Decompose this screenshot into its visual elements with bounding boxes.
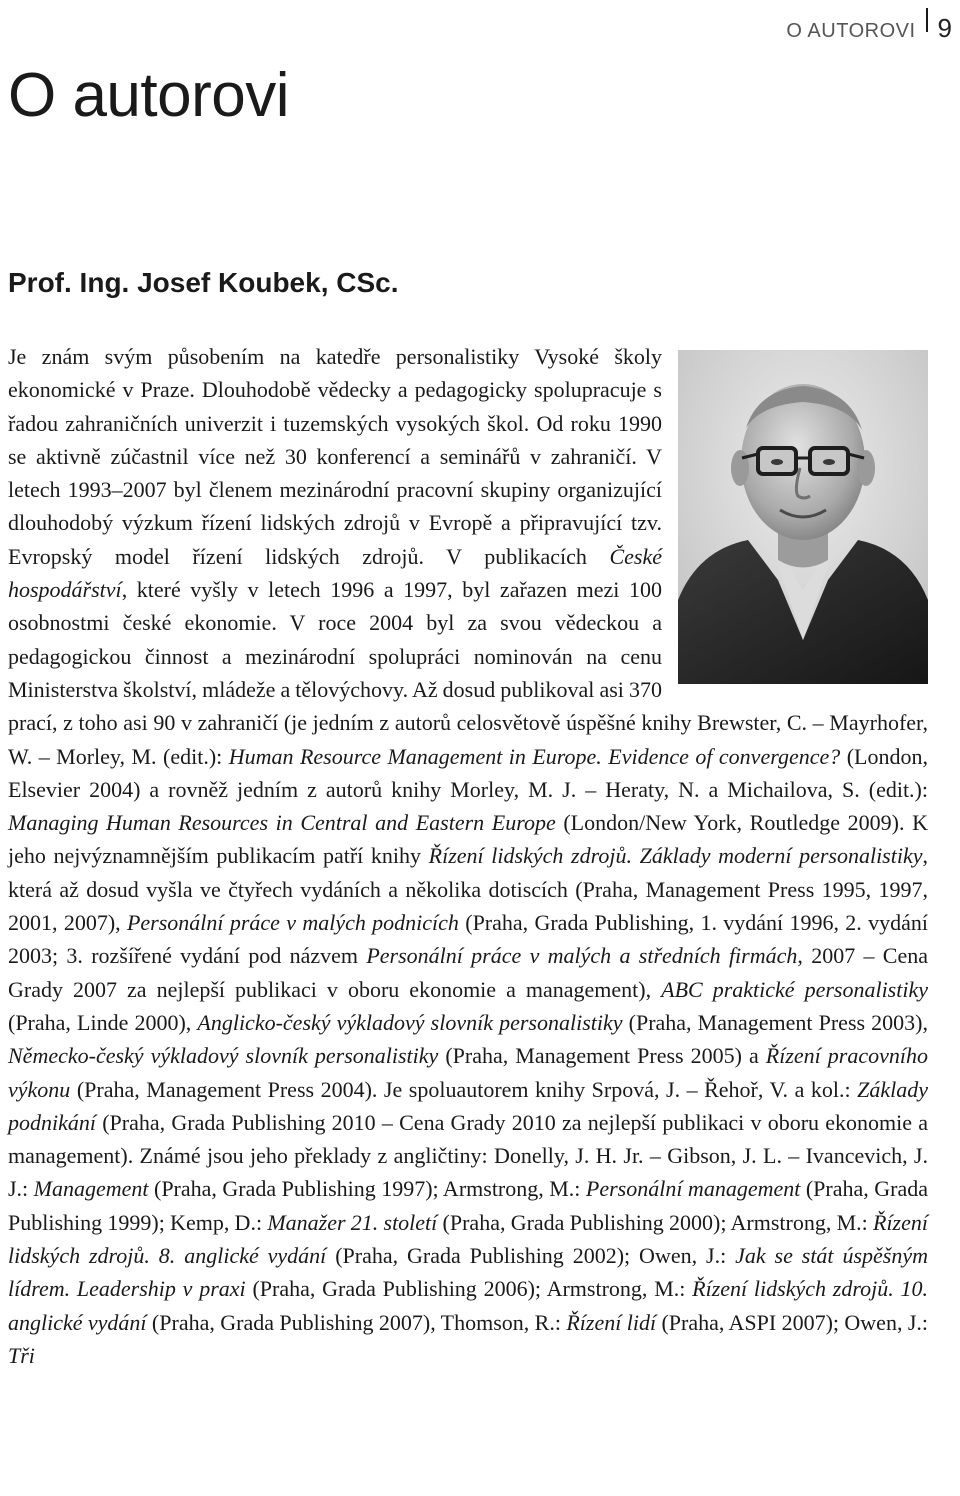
bio-text: (Praha, Grada Publishing 2007), Thomson, R.: (146, 1309, 567, 1335)
bio-title-italic: Anglicko-český výkladový slovník personalistiky (197, 1009, 623, 1035)
bio-text: (Praha, ASPI 2007); Owen, J.: (656, 1309, 929, 1335)
bio-title-italic: Německo-český výkladový slovník personalistiky (8, 1043, 439, 1069)
bio-text: (Praha, Grada Publishing 2010 – Cena Grady 2010 za nejlepší publikaci v oboru ekonomie a management). Známé jsou jeho překlady z angličtiny: Donelly, J. H. Jr. – Gibson, J. L. – Ivancevich, J. J.: (8, 1109, 928, 1202)
bio-text: (London/New York, Routledge 2009). K jeho nejvýznamnějším publikacím patří knihy (8, 810, 928, 869)
bio-title-italic: Personální management (585, 1176, 801, 1202)
bio-title-italic: Human Resource Management in Europe. Evidence of convergence? (228, 743, 841, 769)
bio-text: , která až dosud vyšla ve čtyřech vydáních a několika dotiscích (Praha, Management Press 1995, 1997, 2001, 2007), (8, 843, 928, 936)
bio-title-italic: Řízení lidských zdrojů. Základy moderní personalistiky (428, 843, 923, 869)
bio-title-italic: Jak se stát úspěšným lídrem. Leadership v praxi (8, 1243, 928, 1302)
bio-text: , 2007 – Cena Grady 2007 za nejlepší publikaci v oboru ekonomie a management), (8, 943, 928, 1002)
bio-text: , které vyšly v letech 1996 a 1997, byl zařazen mezi 100 osobnostmi české ekonomie. V roce 2004 byl za svou vědeckou a pedagogickou činnost a mezinárodní spolupráci nominován na cenu Ministerstva školství, mládeže a tělovýchovy. Až dosud publikoval asi 370 prací, z toho asi 90 v zahraničí (je jedním z autorů celosvětově úspěšné knihy Brewster, C. – Mayrhofer, W. – Morley, M. (edit.): (8, 577, 928, 769)
bio-title-italic: Personální práce v malých a středních firmách (366, 943, 798, 969)
bio-title-italic: České hospodářství (8, 543, 662, 603)
bio-text: (Praha, Grada Publishing 1997); Armstrong, M.: (148, 1176, 586, 1202)
page-number: 9 (937, 13, 952, 43)
bio-text: (Praha, Grada Publishing 2002); Owen, J.: (326, 1243, 736, 1269)
bio-title-italic: Řízení lidských zdrojů. 10. anglické vydání (8, 1276, 928, 1335)
bio-text: (Praha, Grada Publishing, 1. vydání 1996, 2. vydání 2003; 3. rozšířené vydání pod názvem (8, 910, 928, 969)
bio-text: (Praha, Management Press 2005) a (438, 1043, 766, 1069)
bio-text: (Praha, Grada Publishing 2000); Armstrong, M.: (437, 1209, 873, 1235)
bio-title-italic: Personální práce v malých podnicích (126, 910, 459, 936)
author-photo (678, 350, 928, 684)
bio-text: (Praha, Grada Publishing 2006); Armstrong, M.: (245, 1276, 693, 1302)
bio-title-italic: ABC praktické personalistiky (661, 976, 928, 1002)
bio-text: (Praha, Management Press 2004). Je spoluautorem knihy Srpová, J. – Řehoř, V. a kol.: (70, 1076, 858, 1102)
page-title: O autorovi (8, 61, 290, 130)
bio-text: (Praha, Linde 2000), (8, 1009, 198, 1035)
bio-title-italic: Řízení lidských zdrojů. 8. anglické vydání (8, 1209, 928, 1269)
bio-text: (Praha, Management Press 2003), (622, 1009, 928, 1035)
bio-title-italic: Managing Human Resources in Central and Eastern Europe (8, 810, 556, 836)
author-name: Prof. Ing. Josef Koubek, CSc. (8, 267, 399, 298)
bio-text: (London, Elsevier 2004) a rovněž jedním z autorů knihy Morley, M. J. – Heraty, N. a Michailova, S. (edit.): (8, 743, 928, 802)
bio-title-italic: Řízení pracovního výkonu (8, 1043, 928, 1102)
running-head (786, 14, 952, 43)
running-head-section: O AUTOROVI (786, 20, 916, 42)
running-head-divider (926, 8, 928, 32)
bio-title-italic: Manažer 21. století (267, 1209, 438, 1235)
bio-text: Je znám svým působením na katedře personalistiky Vysoké školy ekonomické v Praze. Dlouhodobě vědecky a pedagogicky spolupracuje s řadou zahraničních univerzit i tuzemských vysokých škol. Od roku 1990 se aktivně zúčastnil více než 30 konferencí a seminářů v zahraničí. V letech 1993–2007 byl členem mezinárodní pracovní skupiny organizující dlouhodobý výzkum řízení lidských zdrojů v Evropě a připravující tzv. Evropský model řízení lidských zdrojů. V publikacích (8, 344, 662, 569)
bio-title-italic: Tři (8, 1342, 35, 1368)
bio-text: (Praha, Grada Publishing 1999); Kemp, D.: (8, 1176, 928, 1235)
bio-title-italic: Řízení lidí (566, 1309, 657, 1335)
bio-title-italic: Základy podnikání (8, 1076, 928, 1135)
author-bio (8, 340, 928, 1372)
bio-title-italic: Management (33, 1176, 149, 1202)
